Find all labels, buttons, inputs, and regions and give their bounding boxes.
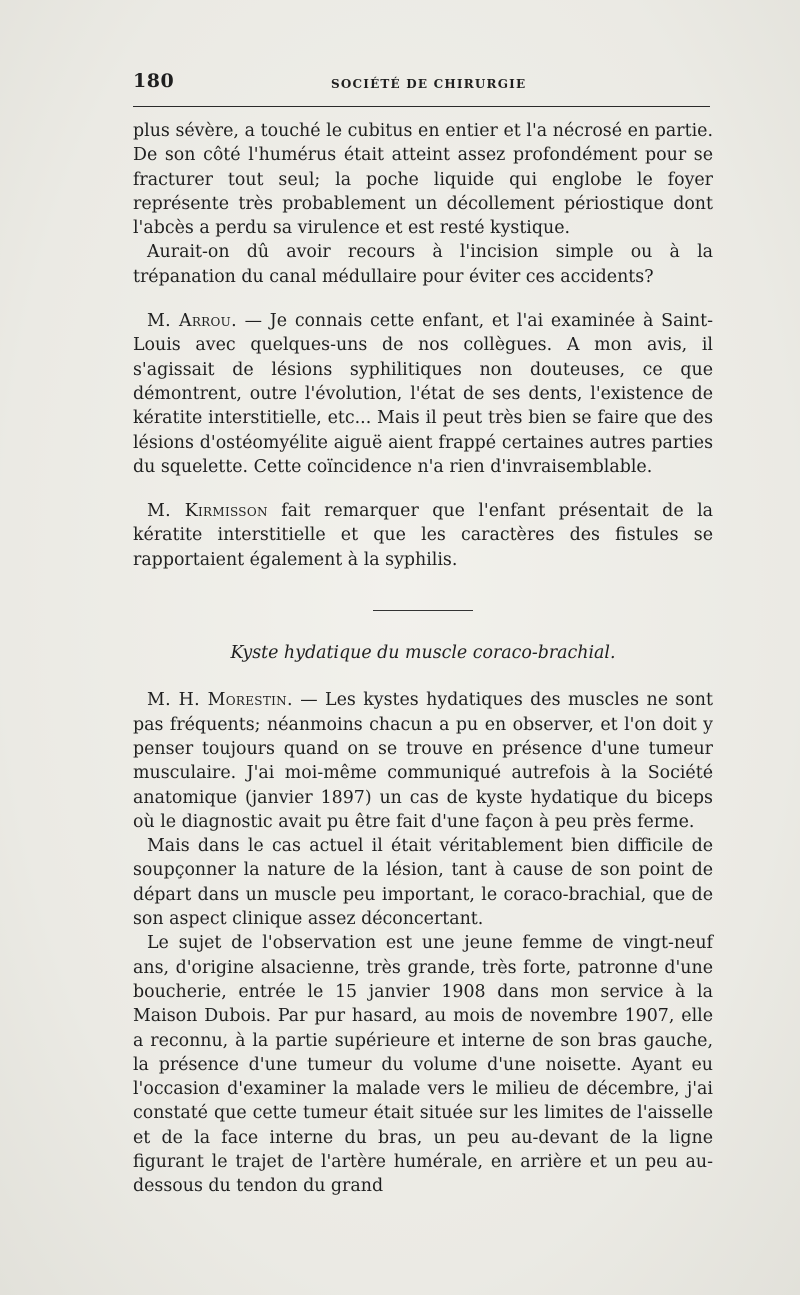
body-text — [133, 119, 713, 1199]
paragraph-2: Aurait-on dû avoir recours à l'incision simple ou à la trépanation du canal médullaire pour éviter ces accidents? — [133, 242, 713, 287]
section-title: Kyste hydatique du muscle coraco-brachial. — [230, 643, 616, 664]
kirmisson-text: fait remarquer que l'enfant présentait de la kératite interstitielle et que les caractères des fistules se rapportaient également à la syphilis. — [133, 501, 714, 570]
page-header — [133, 70, 713, 98]
paragraph-arrou — [133, 309, 713, 479]
paragraph-morestin — [133, 688, 713, 834]
speaker-kirmisson: M. Kirmisson — [147, 501, 268, 522]
paragraph-kirmisson — [133, 499, 713, 572]
arrou-text: — Je connais cette enfant, et l'ai examinée à Saint-Louis avec quelques-uns de nos collègues. A mon avis, il s'agissait de lésions syphilitiques non douteuses, ce que démontrent, outre l'évolution, l'état de ses dents, l'existence de kératite interstitielle, etc... Mais il peut très bien se faire que des lésions d'ostéomyélite aiguë aient frappé certaines autres parties du squelette. Cette coïncidence n'a rien d'invraisemblable. — [133, 311, 713, 477]
morestin-text: — Les kystes hydatiques des muscles ne sont pas fréquents; néanmoins chacun a pu en observer, et l'on doit y penser toujours quand on se trouve en présence d'une tumeur musculaire. J'ai moi-même communiqué autrefois à la Société anatomique (janvier 1897) un cas de kyste hydatique du biceps où le diagnostic avait pu être fait d'une façon à peu près ferme. — [133, 690, 713, 832]
speaker-arrou: M. Arrou. — [147, 311, 237, 332]
section-divider — [373, 610, 473, 611]
running-head: SOCIÉTÉ DE CHIRURGIE — [331, 77, 527, 91]
paragraph-6: Mais dans le cas actuel il était véritablement bien difficile de soupçonner la nature de la lésion, tant à cause de son point de départ dans un muscle peu important, le coraco-brachial, que de son aspect clinique assez déconcertant. — [133, 836, 713, 930]
header-rule — [133, 106, 710, 107]
paragraph-1: plus sévère, a touché le cubitus en entier et l'a nécrosé en partie. De son côté l'humérus était atteint assez profondément pour se fracturer tout seul; la poche liquide qui englobe le foyer représente très probablement un décollement périostique dont l'abcès a perdu sa virulence et est resté kystique. — [133, 121, 713, 239]
paragraph-7: Le sujet de l'observation est une jeune femme de vingt-neuf ans, d'origine alsacienne, très grande, très forte, patronne d'une boucherie, entrée le 15 janvier 1908 dans mon service à la Maison Dubois. Par pur hasard, au mois de novembre 1907, elle a reconnu, à la partie supérieure et interne de son bras gauche, la présence d'une tumeur du volume d'une noisette. Ayant eu l'occasion d'examiner la malade vers le milieu de décembre, j'ai constaté que cette tumeur était située sur les limites de l'aisselle et de la face interne du bras, un peu au-devant de la ligne figurant le trajet de l'artère humérale, en arrière et un peu au-dessous du tendon du grand — [133, 933, 713, 1197]
page-number: 180 — [133, 70, 175, 92]
speaker-morestin: M. H. Morestin. — [147, 690, 293, 711]
